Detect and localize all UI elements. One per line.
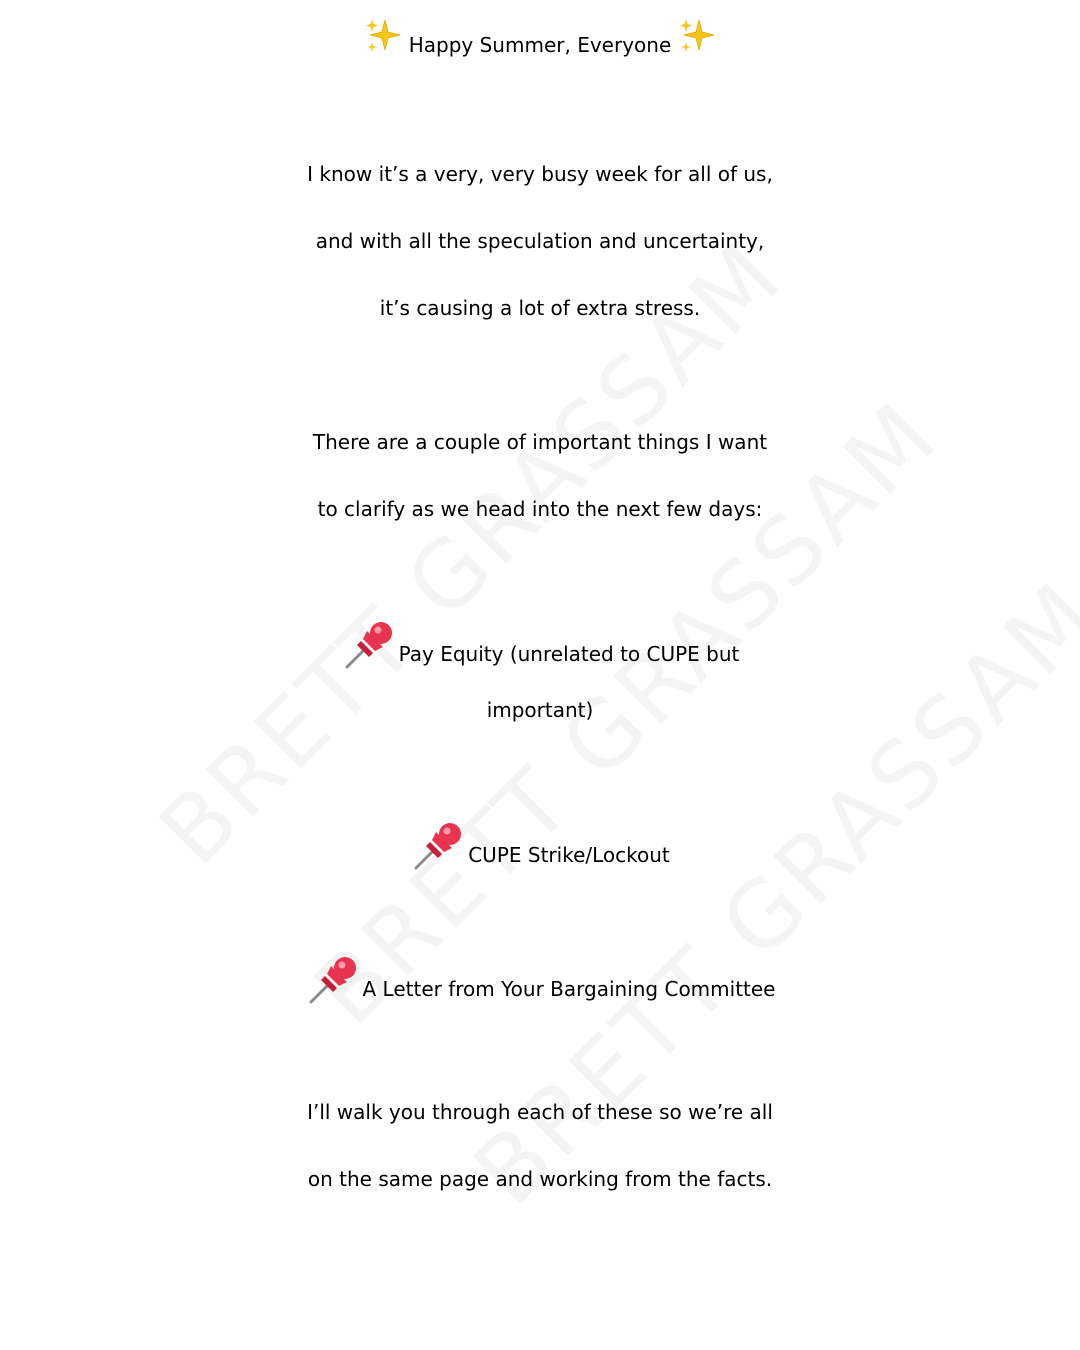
sparkles-icon — [363, 16, 403, 56]
title-text: Happy Summer, Everyone — [408, 33, 672, 57]
closing-line-2: on the same page and working from the facts. — [307, 1167, 773, 1191]
topic-bargaining-letter-text: A Letter from Your Bargaining Committee — [362, 977, 776, 1001]
intro-line-3: it’s causing a lot of extra stress. — [379, 296, 701, 320]
closing-line-1: I’ll walk you through each of these so we’re all — [307, 1100, 773, 1124]
topic-pay-equity — [0, 617, 1080, 680]
topic-pay-equity-line-2: important) — [486, 698, 594, 722]
intro-line-1: I know it’s a very, very busy week for all of us, — [307, 162, 773, 186]
intro-line-2: and with all the speculation and uncertainty, — [315, 229, 765, 253]
topic-pay-equity-line-1: Pay Equity (unrelated to CUPE but — [398, 642, 740, 666]
clarify-line-2: to clarify as we head into the next few days: — [317, 497, 763, 521]
pushpin-icon — [410, 818, 466, 874]
pushpin-icon — [305, 952, 361, 1008]
topic-cupe-strike — [0, 818, 1080, 881]
topic-cupe-strike-text: CUPE Strike/Lockout — [468, 843, 670, 867]
topic-bargaining-letter — [0, 952, 1080, 1015]
sparkles-icon — [677, 16, 717, 56]
page-title — [0, 16, 1080, 71]
pushpin-icon — [341, 617, 397, 673]
clarify-line-1: There are a couple of important things I want — [312, 430, 768, 454]
